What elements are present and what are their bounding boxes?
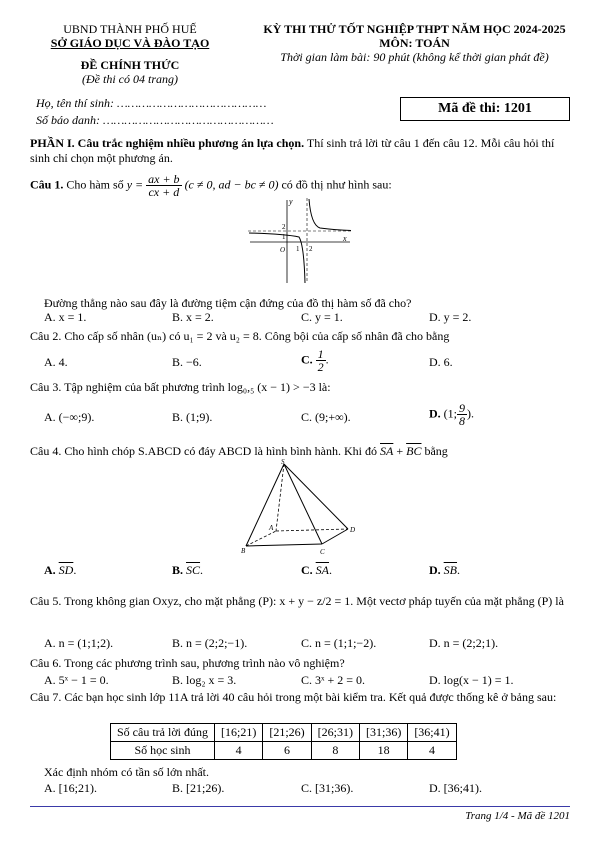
q2-option-c-label: C. (301, 352, 313, 367)
q1-option-a[interactable]: A. x = 1. (44, 310, 87, 324)
authority-name: UBND THÀNH PHỐ HUẾ (63, 22, 197, 36)
part1-instruction: Thí sinh trả lời từ câu 1 đến câu 12. Mỗi câu hỏi thí sinh chỉ chọn một phương án. (30, 136, 555, 165)
q1-numerator: ax + b (148, 172, 180, 186)
footer-divider (30, 806, 570, 807)
q1-graph-tick-x1: 1 (296, 245, 300, 253)
q1-text-a: Cho hàm số (66, 177, 124, 192)
q4-option-a[interactable]: A. $\overline{SD}$. (44, 563, 77, 577)
q6-option-d[interactable]: D. log(x − 1) = 1. (429, 673, 514, 687)
q3-d-den: 8 (459, 414, 466, 428)
table-row (111, 742, 457, 760)
candidate-id-field: Số báo danh: ………………………………………… (36, 113, 274, 127)
q1-text-b: có đồ thị như hình sau: (281, 177, 392, 192)
q7-row1-cell: [31;36) (359, 724, 407, 742)
q1-y-eq: y = (126, 177, 144, 192)
q1-graph (245, 195, 355, 285)
q7-row2-label: Số học sinh (111, 742, 215, 760)
q1-graph-tick-y2: 2 (282, 223, 286, 231)
exam-code-box: Mã đề thi: 1201 (400, 97, 570, 121)
q2-option-c-fraction (316, 348, 326, 373)
q4-edge-bc (246, 544, 322, 546)
q4-option-d[interactable]: D. $\overline{SB}$. (429, 563, 461, 577)
part1-title: PHẦN I. Câu trắc nghiệm nhiều phương án lựa chọn. (30, 136, 305, 150)
q3-option-d-label: D. (429, 406, 441, 421)
header-right (252, 22, 577, 64)
q4-option-c-label: C. (301, 563, 313, 577)
q3-option-d[interactable] (429, 402, 474, 427)
q1-graph-tick-y1: 1 (282, 233, 286, 241)
q3-d-num: 9 (459, 401, 466, 415)
q7-ask: Xác định nhóm có tần số lớn nhất. (44, 765, 209, 779)
q7-row1-label: Số câu trả lời đúng (111, 724, 215, 742)
q2-c-num: 1 (317, 347, 324, 361)
q2-option-c[interactable]: C. $\frac{1}{2}$ . (301, 347, 329, 374)
q7-row2-cell: 6 (263, 742, 311, 760)
q1-option-d[interactable]: D. y = 2. (429, 310, 472, 324)
q3-d-close: ). (467, 406, 475, 421)
q3-option-a[interactable]: A. (−∞;9). (44, 410, 95, 424)
q7-row2-cell: 4 (215, 742, 263, 760)
q6-option-b[interactable]: B. log₂ x = 3. (172, 673, 237, 687)
question-3: Câu 3. Tập nghiệm của bất phương trình log₀,₅ (x − 1) > −3 là: (30, 380, 331, 394)
question-4 (30, 444, 570, 459)
q7-frequency-table (110, 723, 457, 760)
part1-intro (30, 136, 570, 166)
q4-edge-sa (276, 464, 284, 531)
q1-graph-label-x: x (343, 234, 347, 243)
q4-option-b-label: B. (172, 563, 184, 577)
q3-option-c[interactable]: C. (9;+∞). (301, 410, 351, 424)
q7-row2-cell: 18 (359, 742, 407, 760)
q5-option-a[interactable]: A. n = (1;1;2). (44, 636, 114, 650)
q3-option-b[interactable]: B. (1;9). (172, 410, 213, 424)
q1-option-c[interactable]: C. y = 1. (301, 310, 343, 324)
question-2: Câu 2. Cho cấp số nhân (uₙ) có u₁ = 2 và u₂ = 8. Công bội của cấp số nhân đã cho bằng (30, 329, 450, 343)
q4-edge-cd (322, 529, 348, 544)
q4-edge-ba (246, 531, 276, 546)
official-label: ĐỀ CHÍNH THỨC (80, 58, 180, 72)
department-name: SỞ GIÁO DỤC VÀ ĐÀO TẠO (50, 36, 210, 50)
q3-option-d-fraction (457, 402, 467, 427)
q4-option-c[interactable]: C. $\overline{SA}$. (301, 563, 333, 577)
q1-denominator: cx + d (148, 185, 180, 199)
q4-plus: + (393, 444, 407, 458)
q2-option-d[interactable]: D. 6. (429, 355, 453, 369)
q7-row2-cell: 4 (408, 742, 456, 760)
q1-ask: Đường thẳng nào sau đây là đường tiệm cận đứng của đồ thị hàm số đã cho? (44, 296, 412, 310)
q4-text-a: Câu 4. Cho hình chóp S.ABCD có đáy ABCD là hình bình hành. Khi đó (30, 444, 377, 458)
q7-row2-cell: 8 (311, 742, 359, 760)
q1-condition: (c ≠ 0, ad − bc ≠ 0) (184, 177, 279, 192)
q7-option-a[interactable]: A. [16;21). (44, 781, 97, 795)
question-5: Câu 5. Trong không gian Oxyz, cho mặt phẳng (P): x + y − z/2 = 1. Một vectơ pháp tuyến của mặt phẳng (P) là (30, 594, 564, 608)
q7-row1-cell: [36;41) (408, 724, 456, 742)
question-7: Câu 7. Các bạn học sinh lớp 11A trả lời 40 câu hỏi trong một bài kiểm tra. Kết quả được thống kê ở bảng sau: (30, 690, 557, 704)
q4-edge-ad (276, 529, 348, 531)
q4-vector-bc: $\overline{BC}$ (406, 444, 422, 458)
q4-label-b: B (241, 547, 246, 555)
q4-edge-sb (246, 464, 284, 546)
q1-graph-label-y: y (289, 197, 293, 206)
header-left (30, 22, 230, 86)
q4-text-b: bằng (421, 444, 448, 458)
q7-option-b[interactable]: B. [21;26). (172, 781, 225, 795)
q1-label: Câu 1. (30, 177, 64, 192)
q5-option-b[interactable]: B. n = (2;2;−1). (172, 636, 248, 650)
table-row (111, 724, 457, 742)
q7-row1-cell: [16;21) (215, 724, 263, 742)
q4-option-b-vector: $\overline{SC}$ (186, 563, 201, 577)
q4-option-b[interactable]: B. $\overline{SC}$. (172, 563, 204, 577)
q2-c-den: 2 (317, 360, 324, 374)
q4-option-a-label: A. (44, 563, 56, 577)
q5-option-d[interactable]: D. n = (2;2;1). (429, 636, 499, 650)
q4-label-c: C (320, 548, 325, 556)
q5-option-c[interactable]: C. n = (1;1;−2). (301, 636, 377, 650)
q7-row1-cell: [21;26) (263, 724, 311, 742)
q4-label-s: S (281, 458, 285, 466)
q1-graph-tick-x2: 2 (309, 245, 313, 253)
q4-pyramid-figure (240, 458, 360, 558)
q6-option-a[interactable]: A. 5ˣ − 1 = 0. (44, 673, 109, 687)
q4-edge-sd (284, 464, 348, 529)
q4-option-c-vector: $\overline{SA}$ (315, 563, 330, 577)
q6-option-c[interactable]: C. 3ˣ + 2 = 0. (301, 673, 366, 687)
q1-option-b[interactable]: B. x = 2. (172, 310, 214, 324)
q3-d-open: (1; (443, 406, 458, 421)
q4-option-a-vector: $\overline{SD}$ (58, 563, 74, 577)
question-6: Câu 6. Trong các phương trình sau, phương trình nào vô nghiệm? (30, 656, 345, 670)
q4-option-d-vector: $\overline{SB}$ (443, 563, 458, 577)
q7-option-d[interactable]: D. [36;41). (429, 781, 482, 795)
q4-option-d-label: D. (429, 563, 441, 577)
q2-option-b[interactable]: B. −6. (172, 355, 202, 369)
q4-label-a: A (269, 524, 274, 532)
candidate-name-field: Họ, tên thí sinh: …………………………………… (36, 96, 267, 110)
q1-fraction (146, 173, 181, 198)
q1-graph-branch-left (249, 233, 305, 283)
exam-title: KỲ THI THỬ TỐT NGHIỆP THPT NĂM HỌC 2024-2025 (263, 22, 566, 36)
page-footer: Trang 1/4 - Mã đề 1201 (465, 810, 570, 822)
q1-graph-label-origin: O (280, 246, 286, 254)
q2-option-a[interactable]: A. 4. (44, 355, 68, 369)
q1-graph-branch-right (309, 199, 351, 231)
q4-label-d: D (350, 526, 356, 534)
subject-title: MÔN: TOÁN (379, 36, 450, 50)
page-count-note: (Đề thi có 04 trang) (82, 72, 178, 86)
q4-edge-sc (284, 464, 322, 544)
q7-option-c[interactable]: C. [31;36). (301, 781, 354, 795)
time-note: Thời gian làm bài: 90 phút (không kể thời gian phát đề) (280, 50, 549, 64)
q4-vector-sa: $\overline{SA}$ (380, 444, 394, 458)
q7-row1-cell: [26;31) (311, 724, 359, 742)
